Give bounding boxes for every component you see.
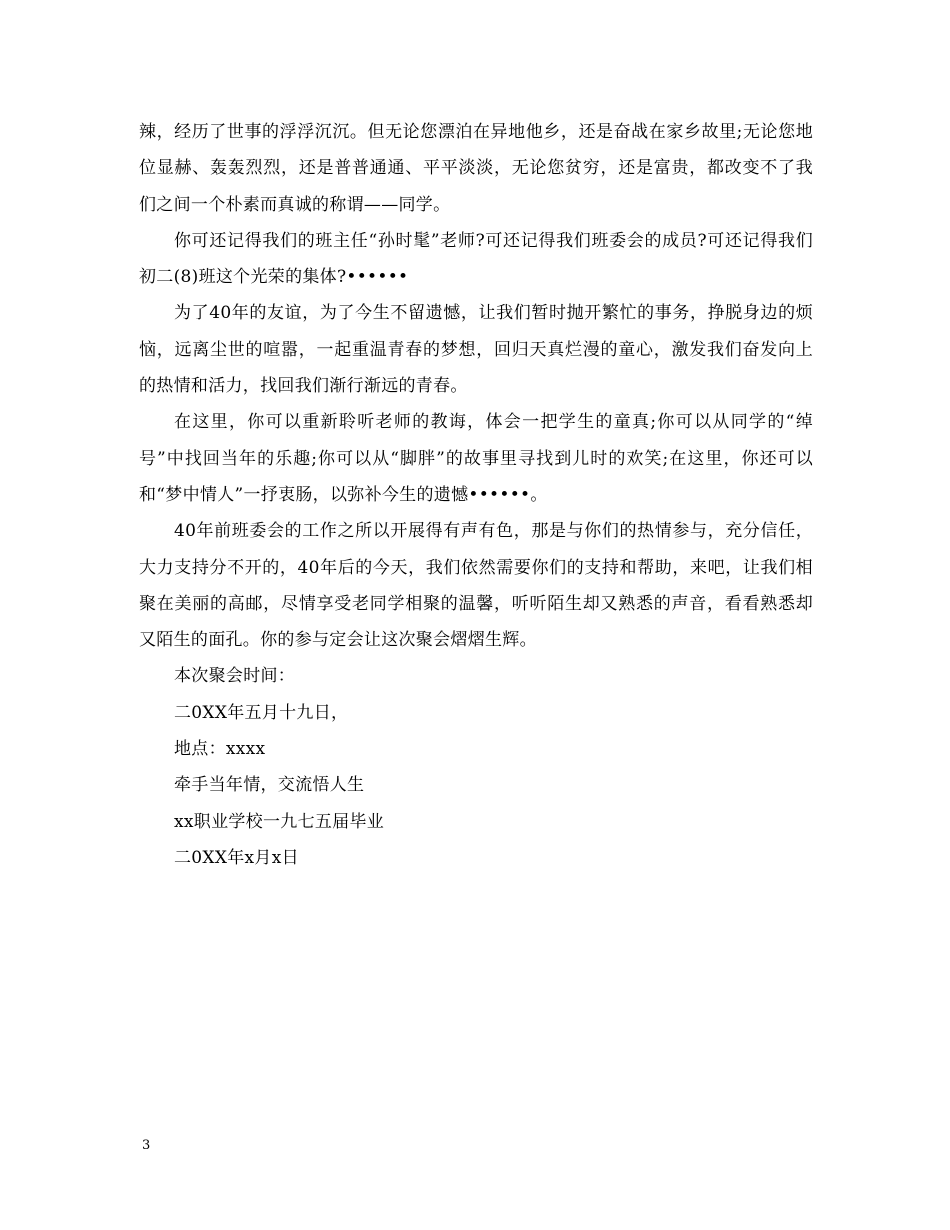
page-number: 3 (142, 1138, 151, 1153)
paragraph-2: 你可还记得我们的班主任“孙时髦”老师?可还记得我们班委会的成员?可还记得我们初二(8)班这个光荣的集体?•••••• (139, 230, 813, 288)
paragraph-5: 40年前班委会的工作之所以开展得有声有色，那是与你们的热情参与，充分信任，大力支持分不开的，40年后的今天，我们依然需要你们的支持和帮助，来吧，让我们相聚在美丽的高邮，尽情享受老同学相聚的温馨，听听陌生却又熟悉的声音，看看熟悉却又陌生的面孔。你的参与定会让这次聚会熠熠生辉。 (139, 521, 813, 651)
gathering-date: 二0XX年五月十九日， (174, 702, 349, 723)
signature-date: 二0XX年x月x日 (174, 847, 299, 868)
document-body (139, 114, 813, 876)
signature-organization: xx职业学校一九七五届毕业 (174, 811, 385, 832)
paragraph-1: 辣，经历了世事的浮浮沉沉。但无论您漂泊在异地他乡，还是奋战在家乡故里;无论您地位显赫、轰轰烈烈，还是普普通通、平平淡淡，无论您贫穷，还是富贵，都改变不了我们之间一个朴素而真诚的称谓——同学。 (139, 122, 813, 215)
paragraph-4: 在这里，你可以重新聆听老师的教诲，体会一把学生的童真;你可以从同学的“绰号”中找回当年的乐趣;你可以从“脚胖”的故事里寻找到儿时的欢笑;在这里，你还可以和“梦中情人”一抒衷肠，以弥补今生的遗憾••••••。 (139, 412, 813, 505)
gathering-time-label: 本次聚会时间： (174, 666, 296, 687)
slogan: 牵手当年情，交流悟人生 (174, 775, 365, 796)
paragraph-3: 为了40年的友谊，为了今生不留遗憾，让我们暂时抛开繁忙的事务，挣脱身边的烦恼，远离尘世的喧嚣，一起重温青春的梦想，回归天真烂漫的童心，激发我们奋发向上的热情和活力，找回我们渐行渐远的青春。 (139, 303, 813, 397)
gathering-location: 地点：xxxx (174, 739, 266, 760)
